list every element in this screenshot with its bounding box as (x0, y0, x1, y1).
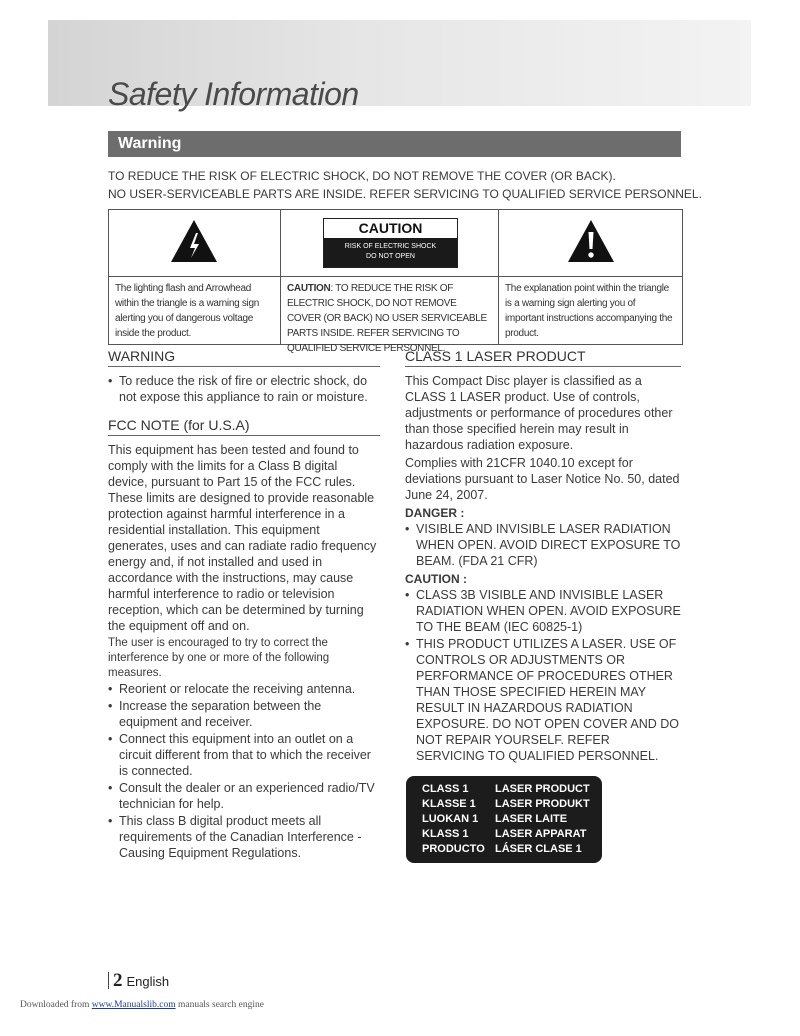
manualslib-link[interactable]: www.Manualslib.com (91, 1000, 176, 1010)
laser-product-cell: LASER PRODUCT (495, 783, 590, 795)
laser-class-cell: CLASS 1 (422, 783, 469, 795)
danger-label: DANGER : (405, 506, 465, 520)
list-item: • CLASS 3B VISIBLE AND INVISIBLE LASER RADIATION WHEN OPEN. AVOID EXPOSURE TO THE BEAM (IEC 60825-1) (405, 587, 681, 635)
fcc-measures-list (108, 681, 380, 861)
laser-product-cell: LASER APPARAT (495, 828, 587, 840)
warning-list (108, 373, 380, 405)
caution-label-line2: DO NOT OPEN (366, 253, 415, 260)
laser-product-cell: LASER PRODUKT (495, 798, 590, 810)
page-footer (108, 970, 169, 992)
page-number: 2 (113, 970, 123, 991)
fcc-heading: FCC NOTE (for U.S.A) (108, 417, 380, 436)
laser-product-cell: LÁSER CLASE 1 (495, 843, 582, 855)
intro-line: NO USER-SERVICEABLE PARTS ARE INSIDE. REFER SERVICING TO QUALIFIED SERVICE PERSONNEL. (108, 187, 702, 201)
list-item: • THIS PRODUCT UTILIZES A LASER. USE OF CONTROLS OR ADJUSTMENTS OR PERFORMANCE OF PROCEDURES OTHER THAN THOSE SPECIFIED HEREIN MAY RESULT IN HAZARDOUS RADIATION EXPOSURE. DO NOT OPEN COVER AND DO NOT REPAIR YOURSELF. REFER SERVICING TO QUALIFIED PERSONNEL. (405, 636, 681, 764)
download-credit (20, 1000, 264, 1010)
laser-class-cell: LUOKAN 1 (422, 813, 479, 825)
list-item: • To reduce the risk of fire or electric shock, do not expose this appliance to rain or moisture. (108, 373, 380, 405)
caution-label-warning (324, 238, 457, 267)
caution-label-heading: CAUTION : (405, 572, 467, 586)
section-bar-warning (108, 131, 681, 157)
laser-class-cell: KLASS 1 (422, 828, 469, 840)
exclamation-description: The explanation point within the triangle is a warning sign alerting you of important instructions accompanying the product. (498, 276, 682, 344)
fcc-paragraph: This equipment has been tested and found to comply with the limits for a Class B digital device, pursuant to Part 15 of the FCC rules. These limits are designed to provide reasonable protection against harmful interference in a residential installation. This equipment generates, uses and can radiate radio frequency energy and, if not installed and used in accordance with the instructions, may cause harmful interference to radio or television reception, which can be determined by turning the equipment off and on. (108, 443, 377, 633)
laser-label-row (406, 797, 602, 812)
page-title: Safety Information (108, 76, 359, 112)
lightning-triangle-icon (169, 218, 219, 264)
warning-heading: WARNING (108, 348, 380, 367)
fcc-measures-intro: The user is encouraged to try to correct the interference by one or more of the following measures. (108, 637, 330, 679)
laser-label-row (406, 842, 602, 857)
caution-label-line1: RISK OF ELECTRIC SHOCK (344, 243, 437, 250)
exclamation-triangle-icon (566, 218, 616, 264)
laser-paragraph-1: This Compact Disc player is classified as a CLASS 1 LASER product. Use of controls, adjustments or performance of procedures other than those specified herein may result in hazardous radiation exposure. (405, 374, 673, 452)
danger-list (405, 521, 681, 569)
section-bar-label: Warning (118, 135, 182, 152)
lightning-description: The lighting flash and Arrowhead within the triangle is a warning sign alerting you of dangerous voltage inside the product. (109, 276, 280, 344)
caution-label-title: CAUTION (358, 220, 423, 236)
caution-list (405, 587, 681, 764)
download-prefix: Downloaded from (20, 1000, 90, 1010)
caution-description-label: CAUTION (287, 283, 331, 294)
right-column (405, 348, 681, 863)
laser-product-cell: LASER LAITE (495, 813, 568, 825)
list-item: • VISIBLE AND INVISIBLE LASER RADIATION WHEN OPEN. AVOID DIRECT EXPOSURE TO BEAM. (FDA 21 CFR) (405, 521, 681, 569)
laser-label-row (406, 782, 602, 797)
laser-paragraph-2: Complies with 21CFR 1040.10 except for deviations pursuant to Laser Notice No. 50, dated June 24, 2007. (405, 456, 680, 502)
download-suffix: manuals search engine (177, 1000, 264, 1010)
laser-class-label (406, 776, 602, 863)
lightning-cell (109, 210, 280, 276)
intro-text (108, 167, 708, 203)
page-language: English (126, 974, 170, 989)
intro-line: TO REDUCE THE RISK OF ELECTRIC SHOCK, DO NOT REMOVE THE COVER (OR BACK). (108, 169, 616, 183)
left-column (108, 348, 380, 862)
list-item: • Connect this equipment into an outlet on a circuit different from that to which the receiver is connected. (108, 731, 380, 779)
caution-label-cell (280, 210, 498, 276)
list-item: • Increase the separation between the equipment and receiver. (108, 698, 380, 730)
list-item: • This class B digital product meets all requirements of the Canadian Interference - Causing Equipment Regulations. (108, 813, 380, 861)
exclamation-cell (498, 210, 682, 276)
caution-label (323, 218, 458, 268)
laser-label-row (406, 812, 602, 827)
caution-description-text: : TO REDUCE THE RISK OF ELECTRIC SHOCK, DO NOT REMOVE COVER (OR BACK) NO USER SERVICEABLE PARTS INSIDE. REFER SERVICING TO QUALIFIED SERVICE PERSONNEL. (287, 283, 487, 354)
list-item: • Consult the dealer or an experienced radio/TV technician for help. (108, 780, 380, 812)
footer-divider (108, 972, 109, 989)
caution-table (108, 209, 683, 354)
laser-class-cell: KLASSE 1 (422, 798, 476, 810)
laser-label-row (406, 827, 602, 842)
laser-heading: CLASS 1 LASER PRODUCT (405, 348, 681, 367)
caution-description (280, 276, 498, 354)
list-item: • Reorient or relocate the receiving antenna. (108, 681, 380, 697)
laser-class-cell: PRODUCTO (422, 843, 485, 855)
